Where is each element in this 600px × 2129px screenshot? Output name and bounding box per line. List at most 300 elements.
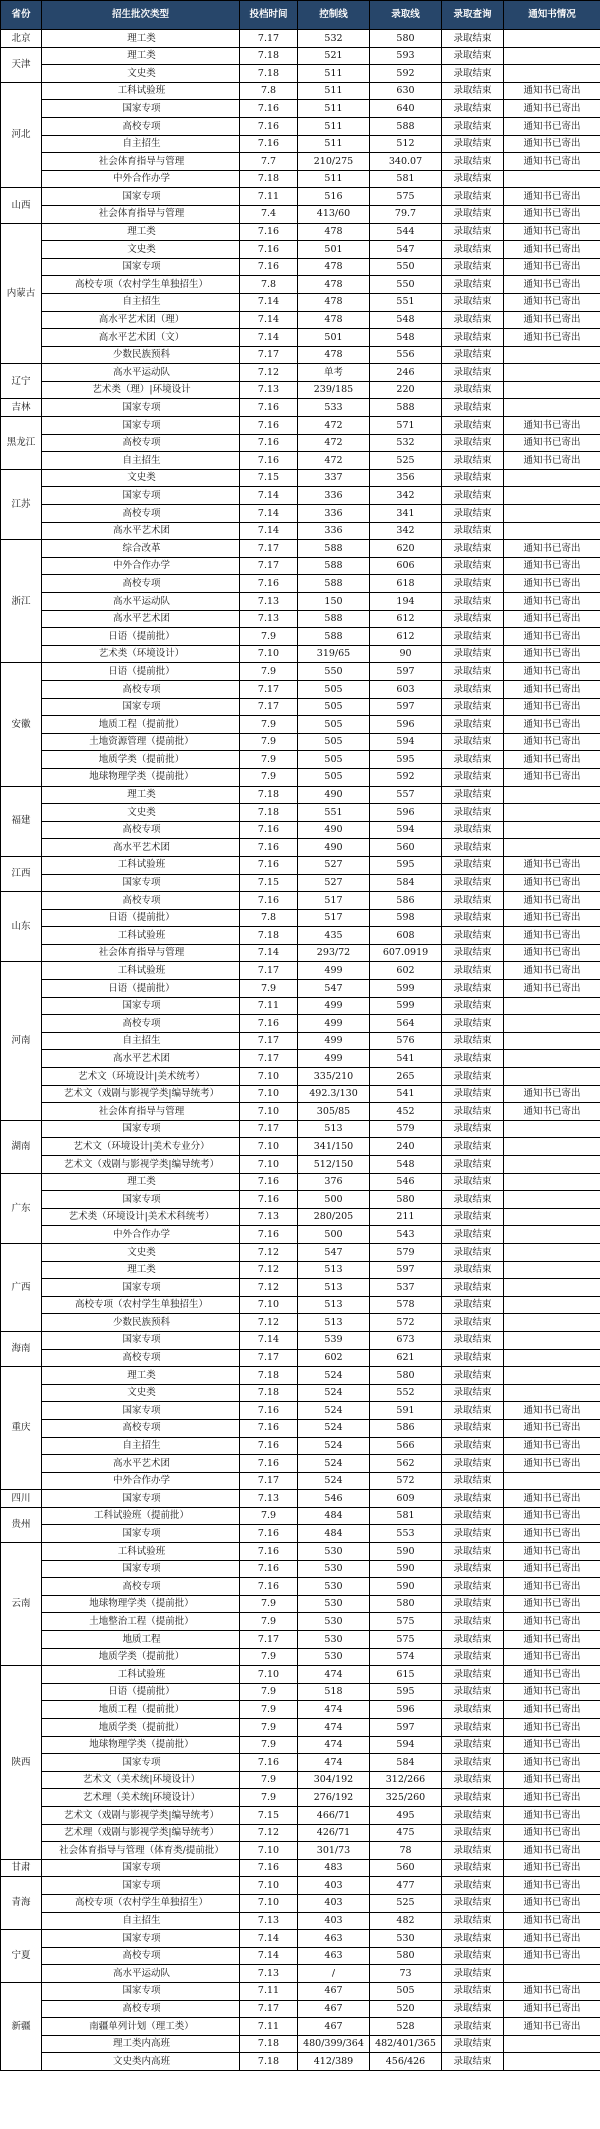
table-row	[1, 469, 600, 487]
admission-line-cell: 584	[370, 874, 442, 892]
control-line-cell: 550	[298, 663, 370, 681]
admission-line-cell: 575	[370, 188, 442, 206]
table-row	[1, 909, 600, 927]
notice-status-cell: 通知书已寄出	[504, 1912, 600, 1930]
control-line-cell: 530	[298, 1578, 370, 1596]
batch-type-cell: 艺术理（戏剧与影视学类|编导统考）	[42, 1824, 240, 1842]
table-row	[1, 821, 600, 839]
control-line-cell: 588	[298, 610, 370, 628]
admission-query-cell: 录取结束	[442, 1367, 504, 1385]
batch-type-cell: 国家专项	[42, 1525, 240, 1543]
submit-time-cell: 7.17	[240, 2000, 298, 2018]
table-row	[1, 1701, 600, 1719]
admission-query-cell: 录取结束	[442, 1156, 504, 1174]
admission-line-cell: 528	[370, 2018, 442, 2036]
batch-type-cell: 高水平运动队	[42, 593, 240, 611]
submit-time-cell: 7.9	[240, 751, 298, 769]
control-line-cell: 484	[298, 1507, 370, 1525]
submit-time-cell: 7.16	[240, 434, 298, 452]
province-cell: 天津	[1, 47, 42, 82]
admission-query-cell: 录取结束	[442, 628, 504, 646]
admission-line-cell: 78	[370, 1842, 442, 1860]
admission-line-cell: 220	[370, 381, 442, 399]
table-row	[1, 346, 600, 364]
admission-line-cell: 342	[370, 487, 442, 505]
admission-line-cell: 575	[370, 1613, 442, 1631]
table-row	[1, 1930, 600, 1948]
control-line-cell: /	[298, 1965, 370, 1983]
submit-time-cell: 7.17	[240, 30, 298, 48]
admission-line-cell: 356	[370, 469, 442, 487]
control-line-cell: 478	[298, 258, 370, 276]
control-line-cell: 499	[298, 1050, 370, 1068]
admission-query-cell: 录取结束	[442, 1103, 504, 1121]
notice-status-cell: 通知书已寄出	[504, 241, 600, 259]
admission-query-cell: 录取结束	[442, 487, 504, 505]
admission-line-cell: 265	[370, 1068, 442, 1086]
table-row	[1, 153, 600, 171]
submit-time-cell: 7.14	[240, 522, 298, 540]
notice-status-cell: 通知书已寄出	[504, 1402, 600, 1420]
table-row	[1, 645, 600, 663]
notice-status-cell	[504, 1050, 600, 1068]
admission-line-cell: 512	[370, 135, 442, 153]
submit-time-cell: 7.16	[240, 1173, 298, 1191]
control-line-cell: 单考	[298, 364, 370, 382]
admission-query-cell: 录取结束	[442, 1472, 504, 1490]
admission-query-cell: 录取结束	[442, 1578, 504, 1596]
batch-type-cell: 高水平艺术团	[42, 1050, 240, 1068]
control-line-cell: 499	[298, 1015, 370, 1033]
admission-line-cell: 553	[370, 1525, 442, 1543]
notice-status-cell	[504, 1032, 600, 1050]
control-line-cell: 524	[298, 1402, 370, 1420]
admission-line-cell: 532	[370, 434, 442, 452]
notice-status-cell: 通知书已寄出	[504, 1859, 600, 1877]
admission-query-cell: 录取结束	[442, 557, 504, 575]
control-line-cell: 499	[298, 1032, 370, 1050]
table-row	[1, 1367, 600, 1385]
notice-status-cell: 通知书已寄出	[504, 698, 600, 716]
batch-type-cell: 高校专项	[42, 434, 240, 452]
table-row	[1, 1419, 600, 1437]
table-row	[1, 1525, 600, 1543]
admission-query-cell: 录取结束	[442, 417, 504, 435]
admission-query-cell: 录取结束	[442, 1595, 504, 1613]
batch-type-cell: 文史类	[42, 241, 240, 259]
table-row	[1, 276, 600, 294]
table-row	[1, 381, 600, 399]
submit-time-cell: 7.17	[240, 962, 298, 980]
batch-type-cell: 艺术类（理）|环境设计	[42, 381, 240, 399]
admission-query-cell: 录取结束	[442, 1507, 504, 1525]
submit-time-cell: 7.18	[240, 786, 298, 804]
notice-status-cell: 通知书已寄出	[504, 540, 600, 558]
admission-query-cell: 录取结束	[442, 1085, 504, 1103]
submit-time-cell: 7.9	[240, 980, 298, 998]
table-row	[1, 944, 600, 962]
table-row	[1, 487, 600, 505]
submit-time-cell: 7.12	[240, 1824, 298, 1842]
submit-time-cell: 7.10	[240, 1085, 298, 1103]
admission-line-cell: 593	[370, 47, 442, 65]
admission-query-cell: 录取结束	[442, 1631, 504, 1649]
batch-type-cell: 高校专项	[42, 1578, 240, 1596]
table-row	[1, 1877, 600, 1895]
notice-status-cell: 通知书已寄出	[504, 610, 600, 628]
admission-line-cell: 580	[370, 1947, 442, 1965]
table-row	[1, 1965, 600, 1983]
submit-time-cell: 7.16	[240, 241, 298, 259]
admission-line-cell: 475	[370, 1824, 442, 1842]
province-cell: 海南	[1, 1331, 42, 1366]
notice-status-cell	[504, 1068, 600, 1086]
control-line-cell: 511	[298, 65, 370, 83]
batch-type-cell: 自主招生	[42, 135, 240, 153]
admission-query-cell: 录取结束	[442, 1824, 504, 1842]
admission-query-cell: 录取结束	[442, 1331, 504, 1349]
table-row	[1, 1806, 600, 1824]
table-row	[1, 786, 600, 804]
submit-time-cell: 7.16	[240, 1560, 298, 1578]
notice-status-cell: 通知书已寄出	[504, 1578, 600, 1596]
control-line-cell: 480/399/364	[298, 2035, 370, 2053]
submit-time-cell: 7.17	[240, 540, 298, 558]
admission-query-cell: 录取结束	[442, 293, 504, 311]
control-line-cell: 403	[298, 1877, 370, 1895]
notice-status-cell: 通知书已寄出	[504, 1631, 600, 1649]
notice-status-cell	[504, 1138, 600, 1156]
admission-line-cell: 325/260	[370, 1789, 442, 1807]
notice-status-cell: 通知书已寄出	[504, 874, 600, 892]
notice-status-cell: 通知书已寄出	[504, 909, 600, 927]
control-line-cell: 588	[298, 540, 370, 558]
admission-query-cell: 录取结束	[442, 82, 504, 100]
submit-time-cell: 7.16	[240, 575, 298, 593]
batch-type-cell: 高校专项（农村学生单独招生）	[42, 1894, 240, 1912]
admission-query-cell: 录取结束	[442, 716, 504, 734]
control-line-cell: 500	[298, 1191, 370, 1209]
batch-type-cell: 自主招生	[42, 1437, 240, 1455]
admission-query-cell: 录取结束	[442, 1912, 504, 1930]
table-row	[1, 1736, 600, 1754]
batch-type-cell: 理工类	[42, 223, 240, 241]
batch-type-cell: 自主招生	[42, 1032, 240, 1050]
admission-query-cell: 录取结束	[442, 1666, 504, 1684]
table-row	[1, 1507, 600, 1525]
submit-time-cell: 7.10	[240, 1894, 298, 1912]
submit-time-cell: 7.16	[240, 1402, 298, 1420]
control-line-cell: 472	[298, 417, 370, 435]
admission-query-cell: 录取结束	[442, 1296, 504, 1314]
admission-query-cell: 录取结束	[442, 1560, 504, 1578]
table-row	[1, 1138, 600, 1156]
admission-query-cell: 录取结束	[442, 2000, 504, 2018]
control-line-cell: 426/71	[298, 1824, 370, 1842]
province-cell: 山东	[1, 892, 42, 962]
batch-type-cell: 理工类	[42, 786, 240, 804]
admission-line-cell: 612	[370, 610, 442, 628]
control-line-cell: 547	[298, 980, 370, 998]
table-row	[1, 1279, 600, 1297]
province-cell: 河北	[1, 82, 42, 188]
admission-line-cell: 618	[370, 575, 442, 593]
admission-line-cell: 588	[370, 117, 442, 135]
batch-type-cell: 理工类	[42, 30, 240, 48]
table-row	[1, 1472, 600, 1490]
batch-type-cell: 高校专项	[42, 505, 240, 523]
batch-type-cell: 艺术文（美术统|环境设计）	[42, 1771, 240, 1789]
batch-type-cell: 土地资源管理（提前批）	[42, 733, 240, 751]
notice-status-cell: 通知书已寄出	[504, 1930, 600, 1948]
notice-status-cell	[504, 1261, 600, 1279]
submit-time-cell: 7.16	[240, 1419, 298, 1437]
header-control-line: 控制线	[298, 1, 370, 30]
admission-line-cell: 537	[370, 1279, 442, 1297]
control-line-cell: 335/210	[298, 1068, 370, 1086]
admission-line-cell: 606	[370, 557, 442, 575]
batch-type-cell: 中外合作办学	[42, 1472, 240, 1490]
notice-status-cell: 通知书已寄出	[504, 1560, 600, 1578]
admission-query-cell: 录取结束	[442, 1701, 504, 1719]
submit-time-cell: 7.15	[240, 1806, 298, 1824]
submit-time-cell: 7.17	[240, 1050, 298, 1068]
submit-time-cell: 7.16	[240, 1578, 298, 1596]
admission-query-cell: 录取结束	[442, 434, 504, 452]
admission-query-cell: 录取结束	[442, 786, 504, 804]
control-line-cell: 478	[298, 346, 370, 364]
control-line-cell: 474	[298, 1701, 370, 1719]
table-row	[1, 962, 600, 980]
province-cell: 江苏	[1, 469, 42, 539]
control-line-cell: 513	[298, 1261, 370, 1279]
admission-query-cell: 录取结束	[442, 100, 504, 118]
admission-query-cell: 录取结束	[442, 1877, 504, 1895]
table-row	[1, 364, 600, 382]
admission-query-cell: 录取结束	[442, 1789, 504, 1807]
control-line-cell: 588	[298, 575, 370, 593]
control-line-cell: 532	[298, 30, 370, 48]
admission-line-cell: 591	[370, 1402, 442, 1420]
notice-status-cell	[504, 804, 600, 822]
admission-query-cell: 录取结束	[442, 663, 504, 681]
control-line-cell: 483	[298, 1859, 370, 1877]
control-line-cell: 511	[298, 82, 370, 100]
batch-type-cell: 日语（提前批）	[42, 1683, 240, 1701]
control-line-cell: 319/65	[298, 645, 370, 663]
admission-line-cell: 596	[370, 716, 442, 734]
table-row	[1, 522, 600, 540]
notice-status-cell	[504, 505, 600, 523]
admission-query-cell: 录取结束	[442, 1138, 504, 1156]
control-line-cell: 412/389	[298, 2053, 370, 2071]
table-row	[1, 1595, 600, 1613]
admission-query-cell: 录取结束	[442, 364, 504, 382]
batch-type-cell: 国家专项	[42, 258, 240, 276]
submit-time-cell: 7.14	[240, 1930, 298, 1948]
table-row	[1, 417, 600, 435]
admission-query-cell: 录取结束	[442, 1930, 504, 1948]
table-row	[1, 1560, 600, 1578]
control-line-cell: 467	[298, 2000, 370, 2018]
submit-time-cell: 7.15	[240, 469, 298, 487]
submit-time-cell: 7.14	[240, 1331, 298, 1349]
table-row	[1, 1912, 600, 1930]
control-line-cell: 239/185	[298, 381, 370, 399]
control-line-cell: 530	[298, 1648, 370, 1666]
submit-time-cell: 7.16	[240, 258, 298, 276]
notice-status-cell	[504, 170, 600, 188]
table-row	[1, 1050, 600, 1068]
admission-query-cell: 录取结束	[442, 1243, 504, 1261]
control-line-cell: 501	[298, 241, 370, 259]
notice-status-cell: 通知书已寄出	[504, 751, 600, 769]
table-row	[1, 2035, 600, 2053]
table-row	[1, 733, 600, 751]
submit-time-cell: 7.12	[240, 1314, 298, 1332]
province-cell: 甘肃	[1, 1859, 42, 1877]
admission-line-cell: 576	[370, 1032, 442, 1050]
notice-status-cell: 通知书已寄出	[504, 962, 600, 980]
province-cell: 云南	[1, 1543, 42, 1666]
batch-type-cell: 国家专项	[42, 1120, 240, 1138]
control-line-cell: 499	[298, 997, 370, 1015]
admission-line-cell: 546	[370, 1173, 442, 1191]
control-line-cell: 602	[298, 1349, 370, 1367]
notice-status-cell	[504, 30, 600, 48]
admission-line-cell: 590	[370, 1578, 442, 1596]
admission-query-cell: 录取结束	[442, 1173, 504, 1191]
control-line-cell: 530	[298, 1613, 370, 1631]
table-row	[1, 117, 600, 135]
batch-type-cell: 高水平运动队	[42, 1965, 240, 1983]
admission-line-cell: 552	[370, 1384, 442, 1402]
control-line-cell: 492.3/130	[298, 1085, 370, 1103]
admission-line-cell: 562	[370, 1455, 442, 1473]
admission-query-cell: 录取结束	[442, 1050, 504, 1068]
table-row	[1, 1947, 600, 1965]
notice-status-cell: 通知书已寄出	[504, 329, 600, 347]
control-line-cell: 490	[298, 839, 370, 857]
table-row	[1, 1455, 600, 1473]
batch-type-cell: 艺术文（环境设计|美术专业分）	[42, 1138, 240, 1156]
admission-line-cell: 566	[370, 1437, 442, 1455]
submit-time-cell: 7.13	[240, 1208, 298, 1226]
submit-time-cell: 7.16	[240, 892, 298, 910]
batch-type-cell: 土地整治工程（提前批）	[42, 1613, 240, 1631]
submit-time-cell: 7.13	[240, 593, 298, 611]
notice-status-cell: 通知书已寄出	[504, 452, 600, 470]
admission-line-cell: 673	[370, 1331, 442, 1349]
admission-query-cell: 录取结束	[442, 1525, 504, 1543]
submit-time-cell: 7.9	[240, 1507, 298, 1525]
province-cell: 江西	[1, 856, 42, 891]
notice-status-cell: 通知书已寄出	[504, 2018, 600, 2036]
admission-line-cell: 571	[370, 417, 442, 435]
batch-type-cell: 国家专项	[42, 1279, 240, 1297]
notice-status-cell: 通知书已寄出	[504, 1507, 600, 1525]
batch-type-cell: 高校专项	[42, 821, 240, 839]
table-row	[1, 593, 600, 611]
batch-type-cell: 高水平艺术团（文）	[42, 329, 240, 347]
batch-type-cell: 国家专项	[42, 100, 240, 118]
admission-query-cell: 录取结束	[442, 1015, 504, 1033]
table-row	[1, 1208, 600, 1226]
control-line-cell: 478	[298, 223, 370, 241]
control-line-cell: 505	[298, 698, 370, 716]
control-line-cell: 518	[298, 1683, 370, 1701]
admission-query-cell: 录取结束	[442, 680, 504, 698]
control-line-cell: 517	[298, 892, 370, 910]
admission-line-cell: 572	[370, 1472, 442, 1490]
province-cell: 广西	[1, 1243, 42, 1331]
submit-time-cell: 7.9	[240, 1648, 298, 1666]
batch-type-cell: 艺术类（环境设计|美术术科统考）	[42, 1208, 240, 1226]
table-row	[1, 927, 600, 945]
control-line-cell: 413/60	[298, 205, 370, 223]
submit-time-cell: 7.11	[240, 2018, 298, 2036]
notice-status-cell: 通知书已寄出	[504, 856, 600, 874]
admission-line-cell: 597	[370, 698, 442, 716]
admission-query-cell: 录取结束	[442, 223, 504, 241]
control-line-cell: 435	[298, 927, 370, 945]
batch-type-cell: 国家专项	[42, 1331, 240, 1349]
submit-time-cell: 7.9	[240, 663, 298, 681]
notice-status-cell	[504, 47, 600, 65]
notice-status-cell: 通知书已寄出	[504, 276, 600, 294]
notice-status-cell: 通知书已寄出	[504, 1455, 600, 1473]
control-line-cell: 490	[298, 786, 370, 804]
admission-query-cell: 录取结束	[442, 452, 504, 470]
control-line-cell: 505	[298, 716, 370, 734]
admission-line-cell: 340.07	[370, 153, 442, 171]
submit-time-cell: 7.14	[240, 293, 298, 311]
admission-line-cell: 609	[370, 1490, 442, 1508]
admission-query-cell: 录取结束	[442, 30, 504, 48]
admission-query-cell: 录取结束	[442, 276, 504, 294]
admission-query-cell: 录取结束	[442, 1349, 504, 1367]
table-row	[1, 874, 600, 892]
table-row	[1, 680, 600, 698]
batch-type-cell: 艺术文（环境设计|美术统考）	[42, 1068, 240, 1086]
control-line-cell: 505	[298, 733, 370, 751]
admission-line-cell: 240	[370, 1138, 442, 1156]
admission-query-cell: 录取结束	[442, 1965, 504, 1983]
admission-query-cell: 录取结束	[442, 1068, 504, 1086]
table-row	[1, 628, 600, 646]
header-batch-type: 招生批次类型	[42, 1, 240, 30]
submit-time-cell: 7.18	[240, 927, 298, 945]
admission-line-cell: 560	[370, 839, 442, 857]
submit-time-cell: 7.17	[240, 1472, 298, 1490]
province-cell: 贵州	[1, 1507, 42, 1542]
submit-time-cell: 7.17	[240, 1120, 298, 1138]
admission-query-cell: 录取结束	[442, 610, 504, 628]
notice-status-cell: 通知书已寄出	[504, 944, 600, 962]
batch-type-cell: 中外合作办学	[42, 170, 240, 188]
batch-type-cell: 理工类	[42, 1173, 240, 1191]
admission-query-cell: 录取结束	[442, 47, 504, 65]
submit-time-cell: 7.10	[240, 1296, 298, 1314]
submit-time-cell: 7.17	[240, 1349, 298, 1367]
batch-type-cell: 高水平艺术团（理）	[42, 311, 240, 329]
batch-type-cell: 国家专项	[42, 1490, 240, 1508]
notice-status-cell: 通知书已寄出	[504, 1982, 600, 2000]
batch-type-cell: 高水平运动队	[42, 364, 240, 382]
admission-query-cell: 录取结束	[442, 1402, 504, 1420]
table-row	[1, 1894, 600, 1912]
province-cell: 青海	[1, 1877, 42, 1930]
